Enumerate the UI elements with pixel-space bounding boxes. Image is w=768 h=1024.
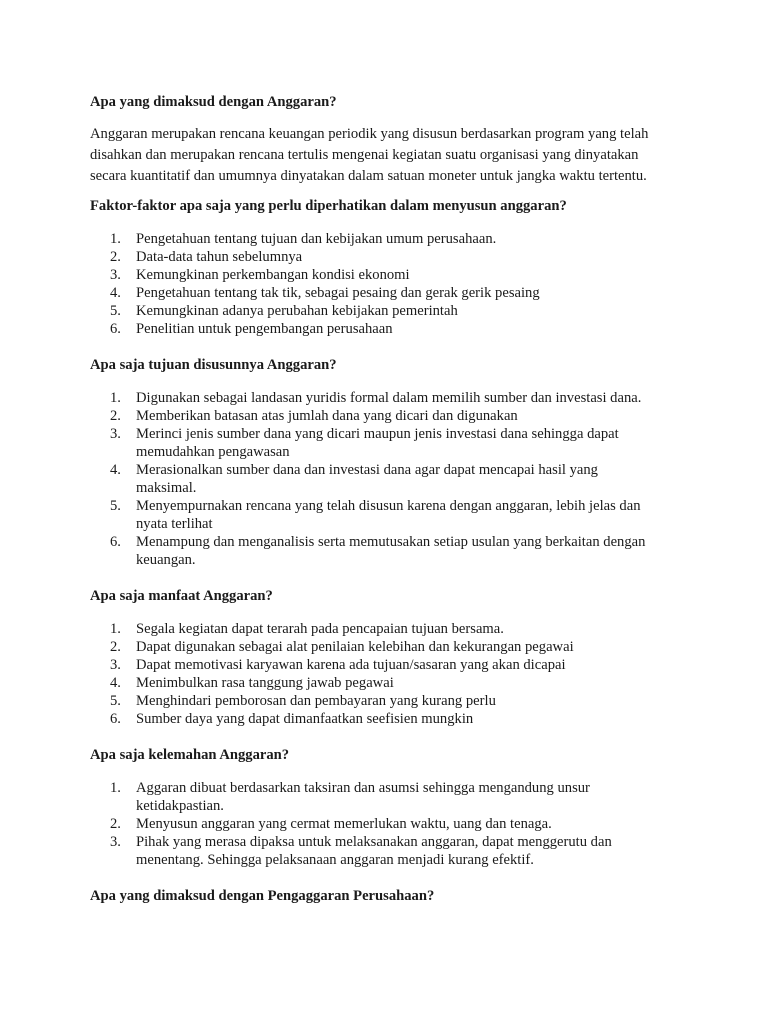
list-item-text: Memberikan batasan atas jumlah dana yang dicari dan digunakan: [136, 408, 518, 424]
list-item-text: menentang. Sehingga pelaksanaan anggaran menjadi kurang efektif.: [136, 852, 534, 868]
list-number: 3.: [110, 267, 121, 283]
list-number: 1.: [110, 621, 121, 637]
list-number: 5.: [110, 303, 121, 319]
heading-company-budgeting: Apa yang dimaksud dengan Pengaggaran Perusahaan?: [90, 888, 435, 904]
list-item: [90, 407, 690, 425]
list-item-text: Segala kegiatan dapat terarah pada pencapaian tujuan bersama.: [136, 621, 504, 637]
list-item: [90, 302, 690, 320]
list-number: 1.: [110, 780, 121, 796]
list-number: 4.: [110, 675, 121, 691]
heading-benefits: Apa saja manfaat Anggaran?: [90, 588, 273, 604]
document-body: [90, 93, 690, 905]
list-item-text: Kemungkinan perkembangan kondisi ekonomi: [136, 267, 410, 283]
list-item-text: Digunakan sebagai landasan yuridis formal dalam memilih sumber dan investasi dana.: [136, 390, 642, 406]
list-item-text: Sumber daya yang dapat dimanfaatkan seefisien mungkin: [136, 711, 474, 727]
paragraph-definition: [90, 124, 690, 187]
list-factors: [90, 230, 690, 338]
list-item: [90, 320, 690, 338]
list-item-text: Penelitian untuk pengembangan perusahaan: [136, 321, 393, 337]
list-number: 5.: [110, 498, 121, 514]
list-number: 6.: [110, 321, 121, 337]
list-item: [90, 692, 690, 710]
list-item-text: Menyempurnakan rencana yang telah disusun karena dengan anggaran, lebih jelas dan: [136, 498, 641, 514]
list-number: 4.: [110, 462, 121, 478]
list-item-text: nyata terlihat: [136, 516, 213, 532]
list-item: [90, 674, 690, 692]
list-weaknesses: [90, 779, 690, 869]
list-number: 2.: [110, 816, 121, 832]
list-number: 1.: [110, 231, 121, 247]
list-item-text: Menampung dan menganalisis serta memutusakan setiap usulan yang berkaitan dengan: [136, 534, 646, 550]
list-item: [90, 656, 690, 674]
paragraph-line: secara kuantitatif dan umumnya dinyatakan dalam satuan moneter untuk jangka waktu tertentu.: [90, 168, 647, 184]
list-number: 3.: [110, 426, 121, 442]
list-number: 3.: [110, 657, 121, 673]
list-item: [90, 710, 690, 728]
list-number: 2.: [110, 639, 121, 655]
list-number: 2.: [110, 408, 121, 424]
list-item-text: Kemungkinan adanya perubahan kebijakan pemerintah: [136, 303, 458, 319]
list-item-text: Pihak yang merasa dipaksa untuk melaksanakan anggaran, dapat menggerutu dan: [136, 834, 612, 850]
heading-definition: Apa yang dimaksud dengan Anggaran?: [90, 94, 337, 110]
list-number: 6.: [110, 711, 121, 727]
list-item-text: Merinci jenis sumber dana yang dicari maupun jenis investasi dana sehingga dapat: [136, 426, 619, 442]
list-item: [90, 638, 690, 656]
list-item-text: Dapat digunakan sebagai alat penilaian kelebihan dan kekurangan pegawai: [136, 639, 574, 655]
list-item: [90, 833, 690, 869]
list-item-text: maksimal.: [136, 480, 197, 496]
list-item-text: Menghindari pemborosan dan pembayaran yang kurang perlu: [136, 693, 496, 709]
list-item: [90, 620, 690, 638]
paragraph-line: Anggaran merupakan rencana keuangan periodik yang disusun berdasarkan program yang telah: [90, 126, 649, 142]
list-number: 5.: [110, 693, 121, 709]
list-item: [90, 779, 690, 815]
list-item: [90, 461, 690, 497]
list-item: [90, 266, 690, 284]
heading-factors: Faktor-faktor apa saja yang perlu diperhatikan dalam menyusun anggaran?: [90, 198, 567, 214]
heading-weaknesses: Apa saja kelemahan Anggaran?: [90, 747, 290, 763]
heading-goals: Apa saja tujuan disusunnya Anggaran?: [90, 357, 337, 373]
list-item: [90, 284, 690, 302]
list-number: 2.: [110, 249, 121, 265]
list-item-text: memudahkan pengawasan: [136, 444, 290, 460]
list-item: [90, 389, 690, 407]
list-item-text: Merasionalkan sumber dana dan investasi dana agar dapat mencapai hasil yang: [136, 462, 598, 478]
list-item-text: ketidakpastian.: [136, 798, 224, 814]
list-number: 1.: [110, 390, 121, 406]
list-item-text: Menimbulkan rasa tanggung jawab pegawai: [136, 675, 394, 691]
list-item: [90, 815, 690, 833]
list-item-text: Pengetahuan tentang tujuan dan kebijakan umum perusahaan.: [136, 231, 497, 247]
list-number: 6.: [110, 534, 121, 550]
list-goals: [90, 389, 690, 569]
list-item-text: Menyusun anggaran yang cermat memerlukan waktu, uang dan tenaga.: [136, 816, 552, 832]
list-item-text: keuangan.: [136, 552, 196, 568]
list-item: [90, 230, 690, 248]
list-item-text: Pengetahuan tentang tak tik, sebagai pesaing dan gerak gerik pesaing: [136, 285, 540, 301]
list-item-text: Dapat memotivasi karyawan karena ada tujuan/sasaran yang akan dicapai: [136, 657, 566, 673]
list-benefits: [90, 620, 690, 728]
list-item: [90, 497, 690, 533]
list-item: [90, 425, 690, 461]
paragraph-line: disahkan dan merupakan rencana tertulis mengenai kegiatan suatu organisasi yang dinyatakan: [90, 147, 639, 163]
list-item: [90, 248, 690, 266]
list-item-text: Data-data tahun sebelumnya: [136, 249, 303, 265]
list-number: 3.: [110, 834, 121, 850]
list-number: 4.: [110, 285, 121, 301]
list-item-text: Aggaran dibuat berdasarkan taksiran dan asumsi sehingga mengandung unsur: [136, 780, 590, 796]
list-item: [90, 533, 690, 569]
